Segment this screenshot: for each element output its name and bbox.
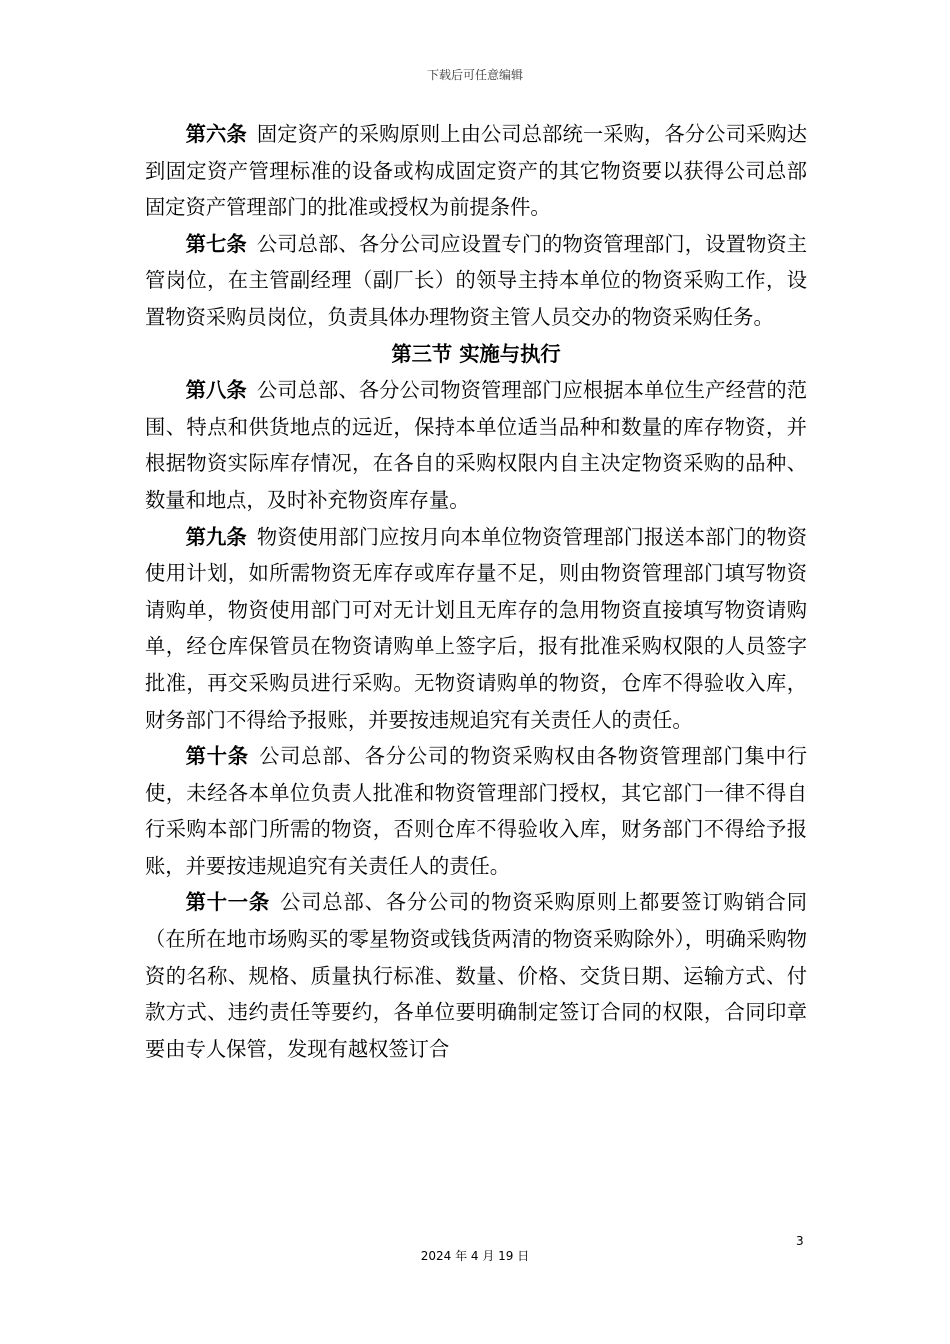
article-text: 固定资产的采购原则上由公司总部统一采购，各分公司采购达到固定资产管理标准的设备或构成固定资产的其它物资要以获得公司总部固定资产管理部门的批准或授权为前提条件。	[145, 122, 807, 220]
article-8	[145, 372, 807, 518]
document-body	[145, 116, 807, 1067]
article-11	[145, 884, 807, 1067]
article-text: 公司总部、各分公司的物资采购权由各物资管理部门集中行使，未经各本单位负责人批准和物资管理部门授权，其它部门一律不得自行采购本部门所需的物资，否则仓库不得验收入库，财务部门不得给予报账，并要按违规追究有关责任人的责任。	[145, 744, 807, 878]
page-number: 3	[796, 1234, 804, 1248]
article-text: 公司总部、各分公司物资管理部门应根据本单位生产经营的范围、特点和供货地点的远近，保持本单位适当品种和数量的库存物资，并根据物资实际库存情况，在各自的采购权限内自主决定物资采购的品种、数量和地点，及时补充物资库存量。	[145, 378, 807, 512]
section-title: 第三节 实施与执行	[391, 341, 561, 366]
article-label: 第九条	[185, 524, 247, 549]
article-label: 第六条	[185, 122, 247, 146]
article-text: 公司总部、各分公司的物资采购原则上都要签订购销合同（在所在地市场购买的零星物资或钱货两清的物资采购除外），明确采购物资的名称、规格、质量执行标准、数量、价格、交货日期、运输方式、付款方式、违约责任等要约，各单位要明确制定签订合同的权限，合同印章要由专人保管，发现有越权签订合	[145, 890, 807, 1061]
page-footer-date: 2024 年 4 月 19 日	[420, 1249, 530, 1263]
page-header: 下载后可任意编辑	[426, 68, 523, 82]
article-label: 第十一条	[185, 890, 271, 915]
article-text: 物资使用部门应按月向本单位物资管理部门报送本部门的物资使用计划，如所需物资无库存或库存量不足，则由物资管理部门填写物资请购单，物资使用部门可对无计划且无库存的急用物资直接填写物资请购单，经仓库保管员在物资请购单上签字后，报有批准采购权限的人员签字批准，再交采购员进行采购。无物资请购单的物资，仓库不得验收入库，财务部门不得给予报账，并要按违规追究有关责任人的责任。	[145, 524, 807, 732]
article-9	[145, 519, 807, 739]
article-label: 第八条	[185, 378, 247, 403]
article-label: 第七条	[185, 231, 247, 256]
article-text: 公司总部、各分公司应设置专门的物资管理部门，设置物资主管岗位，在主管副经理（副厂长）的领导主持本单位的物资采购工作，设置物资采购员岗位，负责具体办理物资主管人员交办的物资采购任务。	[145, 231, 807, 329]
article-6	[145, 116, 807, 226]
article-7	[145, 226, 807, 336]
article-10	[145, 738, 807, 884]
article-label: 第十条	[185, 744, 249, 769]
